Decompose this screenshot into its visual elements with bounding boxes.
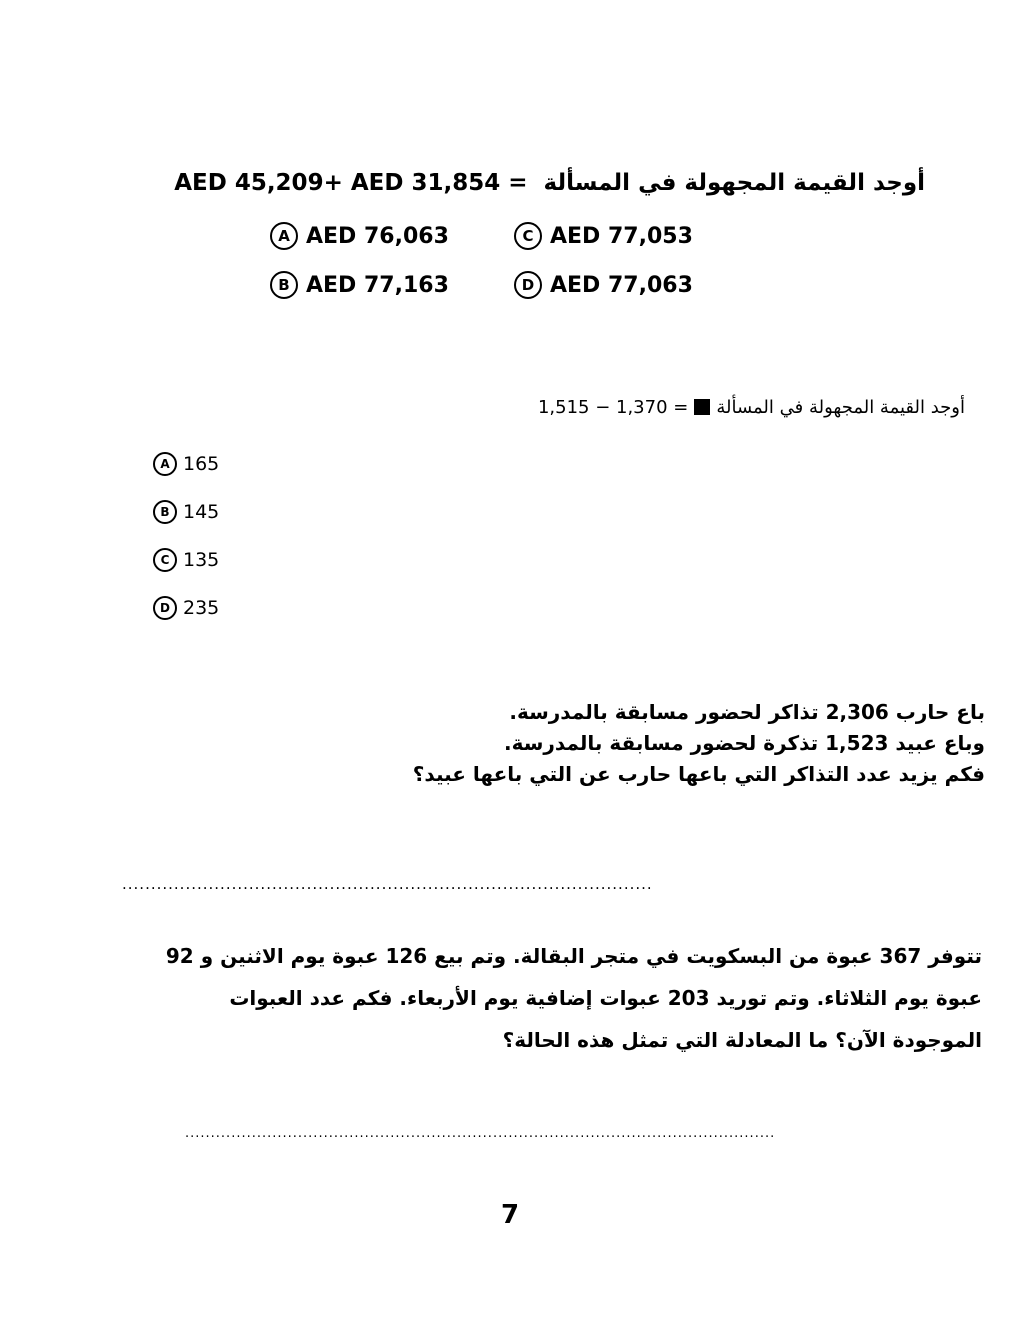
option-letter-circle: C [514,222,542,250]
option-letter-circle: A [153,452,177,476]
question-2-equation: 1,515 − 1,370 = [537,396,689,418]
question-2-prompt: أوجد القيمة المجهولة في المسألة [716,396,965,418]
option-text: 145 [183,501,220,523]
option-text: AED 77,163 [306,272,449,298]
page-number: 7 [500,1200,520,1230]
question-1-option-b[interactable] [270,271,449,299]
option-text: 165 [183,453,220,475]
question-1-equation: AED 45,209+ AED 31,854 = [174,170,528,196]
option-letter-circle: D [514,271,542,299]
question-4-text: تتوفر 367 عبوة من البسكويت في متجر البقالة. وتم بيع 126 عبوة يوم الاثنين و 92 عبوة يوم الثلاثاء. وتم توريد 203 عبوات إضافية يوم الأربعاء. فكم عدد العبوات الموجودة الآن؟ ما المعادلة التي تمثل هذه الحالة؟ [165,944,982,1052]
question-1-option-a[interactable] [270,222,449,250]
option-text: AED 77,053 [550,223,693,249]
question-1-option-c[interactable] [514,222,693,250]
option-text: AED 77,063 [550,272,693,298]
option-letter-circle: B [153,500,177,524]
unknown-box-icon [694,399,710,415]
question-1-stem [174,166,925,200]
option-letter-circle: A [270,222,298,250]
question-1-option-d[interactable] [514,271,693,299]
option-letter-circle: D [153,596,177,620]
question-2-option-a[interactable] [153,452,219,476]
question-3-text [200,697,985,790]
option-letter-circle: B [270,271,298,299]
question-2-option-d[interactable] [153,596,219,620]
question-1-prompt: أوجد القيمة المجهولة في المسألة [543,170,925,196]
question-4-answer-line[interactable]: ................................................................................................................... [185,1126,776,1141]
option-letter-circle: C [153,548,177,572]
option-text: AED 76,063 [306,223,449,249]
question-3-line: فكم يزيد عدد التذاكر التي باعها حارب عن التي باعها عبيد؟ [412,762,985,786]
question-3-line: وباع عبيد 1,523 تذكرة لحضور مسابقة بالمدرسة. [503,731,985,755]
question-2-option-b[interactable] [153,500,219,524]
question-3-answer-line[interactable]: ............................................................................................ [122,875,653,893]
question-3-line: باع حارب 2,306 تذاكر لحضور مسابقة بالمدرسة. [509,700,985,724]
question-2-option-c[interactable] [153,548,219,572]
option-text: 235 [183,597,220,619]
question-2-stem [520,392,965,422]
option-text: 135 [183,549,220,571]
